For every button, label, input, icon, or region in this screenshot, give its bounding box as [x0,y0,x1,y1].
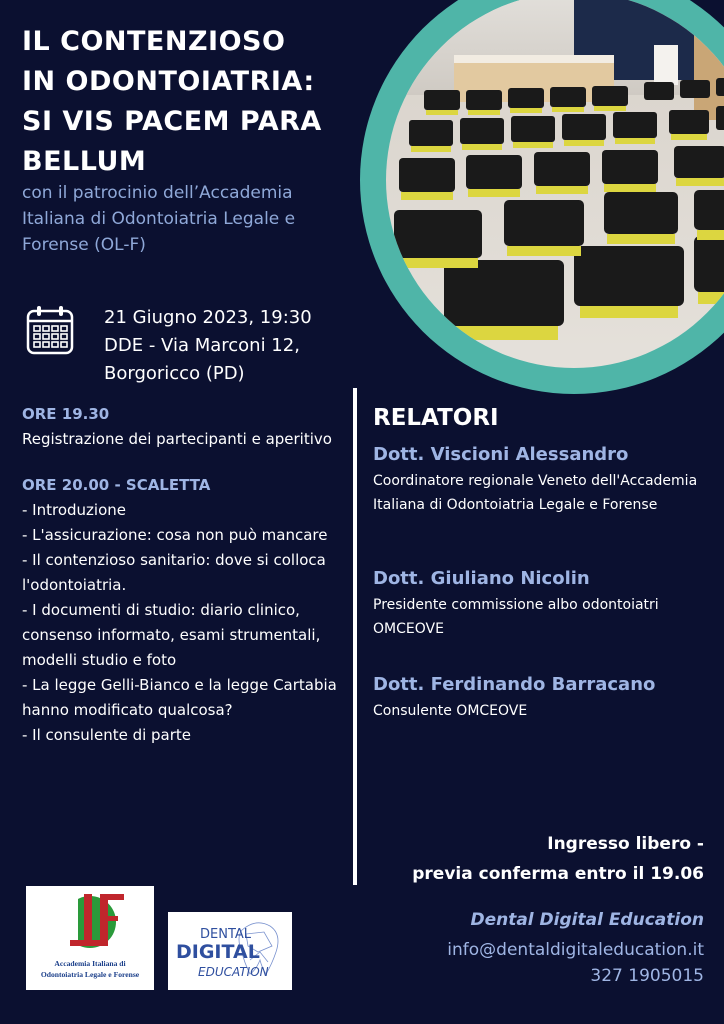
relatori-section [373,405,713,723]
schedule-list [22,498,342,748]
event-venue-city: Borgoricco (PD) [104,363,245,384]
schedule-text-1: Registrazione dei partecipanti e aperitivo [22,430,332,448]
speaker [373,671,713,723]
conference-room-photo [354,0,724,400]
event-date-time: 21 Giugno 2023, 19:30 [104,307,312,328]
calendar-icon [26,305,74,359]
title-line: IN ODONTOIATRIA: [22,66,315,97]
dde-logo-text: DIGITAL [176,941,260,963]
event-venue: DDE - Via Marconi 12, [104,335,300,356]
column-divider [353,388,357,885]
patronage-subtitle: con il patrocinio dell’Accademia Italiana di Odontoiatria Legale e Forense (OL-F) [22,183,296,255]
title-line: SI VIS PACEM PARA [22,106,322,137]
olf-caption: Odontoiatria Legale e Forense [40,970,140,979]
olf-logo [26,886,154,990]
organizer-name: Dental Digital Education [470,910,704,930]
contact-phone[interactable]: 327 1905015 [590,966,704,986]
speaker [373,565,713,641]
dde-logo-text: EDUCATION [198,965,269,979]
speaker-role: Presidente commissione albo odontoiatri OMCEOVE [373,597,659,637]
entry-note [412,829,704,889]
speaker [373,441,713,517]
speaker-role: Consulente OMCEOVE [373,703,528,719]
speaker-name: Dott. Viscioni Alessandro [373,444,629,465]
list-item: - Introduzione [22,501,126,519]
list-item: - L'assicurazione: cosa non può mancare [22,526,328,544]
olf-caption: Accademia Italiana di [54,959,126,968]
schedule-time-1: ORE 19.30 [22,405,110,423]
list-item: - Il consulente di parte [22,726,192,744]
list-item: - Il contenzioso sanitario: dove si colloca l'odontoiatria. [22,551,326,594]
dde-logo-text: DENTAL [200,927,252,942]
speaker-role: Coordinatore regionale Veneto dell'Accademia Italiana di Odontoiatria Legale e Forense [373,473,698,513]
dde-logo [168,912,292,990]
event-title [22,22,352,182]
speaker-name: Dott. Ferdinando Barracano [373,674,656,695]
entry-note-line1: Ingresso libero - [547,834,704,854]
contact-email[interactable]: info@dentaldigitaleducation.it [447,940,704,960]
event-info [104,304,312,388]
list-item: - I documenti di studio: diario clinico, consenso informato, esami strumentali, modelli studio e foto [22,601,321,669]
list-item: - La legge Gelli-Bianco e la legge Cartabia hanno modificato qualcosa? [22,676,337,719]
schedule-time-2: ORE 20.00 - SCALETTA [22,476,211,494]
relatori-heading: RELATORI [373,405,499,431]
speaker-name: Dott. Giuliano Nicolin [373,568,590,589]
title-line: BELLUM [22,146,147,177]
title-line: IL CONTENZIOSO [22,26,286,57]
schedule [22,405,342,748]
entry-note-line2: previa conferma entro il 19.06 [412,864,704,884]
